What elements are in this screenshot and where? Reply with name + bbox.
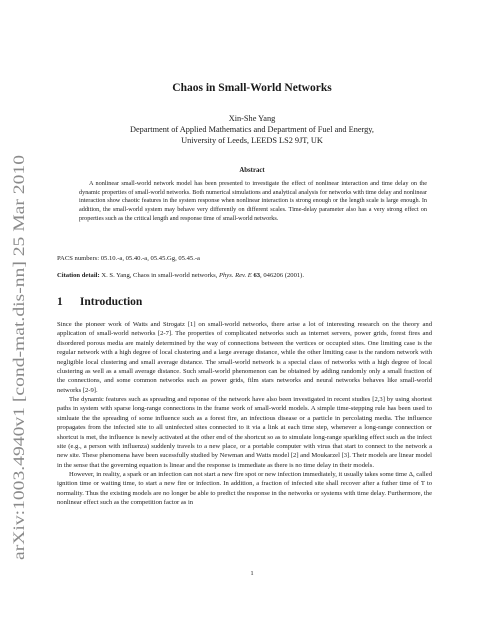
paper-title: Chaos in Small-World Networks — [172, 82, 332, 94]
section-title: Introduction — [79, 296, 143, 308]
author-name: Xin-She Yang — [228, 114, 276, 123]
body-text — [57, 320, 432, 508]
citation-detail — [57, 272, 447, 279]
section-number: 1 — [57, 296, 63, 308]
page-number: 1 — [250, 570, 254, 577]
citation-text: X. S. Yang, Chaos in small-world networks, — [101, 272, 218, 279]
section-heading — [57, 296, 447, 308]
citation-volume: 63 — [253, 272, 261, 279]
paragraph: However, in reality, a spark or an infection can not start a new fire spot or new infection immediately, it usually takes some time Δ, called ignition time or waiting time, to start a new fire or infection. In addition, a fraction of infected site shall recover after a futher time of T to normality. Thus the existing models are no longer be able to predict the response in the networks or systems with time delay. Furthermore, the nonlinear effect such as the competition factor as in — [57, 471, 432, 507]
abstract-text: A nonlinear small-world network model has been presented to investigate the effect of nonlinear interaction and time delay on the dynamic properties of small-world networks. Both numerical simulations and analytical analysis for networks with time delay and nonlinear interaction show chaotic features in the system response when nonlinear interaction is strong enough or the length scale is large enough. In addition, the small-world system may behave very differently on different scales. Time-delay parameter also has a very strong effect on properties such as the critical length and response time of small-world networks. — [79, 180, 427, 222]
affiliation-line-2: University of Leeds, LEEDS LS2 9JT, UK — [181, 136, 323, 145]
citation-rest: , 046206 (2001). — [260, 272, 305, 279]
affiliation-line-1: Department of Applied Mathematics and Department of Fuel and Energy, — [130, 125, 374, 134]
citation-journal: Phys. Rev. E — [218, 272, 252, 279]
paragraph: The dynamic features such as spreading and reponse of the network have also been investigated in recent studies [2,3] by using shortest paths in system with sparse long-range connections in the frame work of small-world models. A simple time-stepping rule has been used to simluate the the spreading of some influence such as a forest fire, an infectious disease or a particle in percolating media. The influence propagates from the infected site to all uninfected sites connected to it via a link at each time step, whenever a long-range connection or shortcut is met, the influence is newly activated at the other end of the shortcut so as to simulate long-range sparkling effect such as the infect site (e.g., a person with influenza) suddenly travels to a new place, or a portable computer with virus that start to connect to the network a new site. These phenomena have been sucessfully studied by Newman and Watts model [2] and Moukarzel [3]. Their models are linear model in the sense that the governing equation is linear and the response is immediate as there is no time delay in their models. — [57, 396, 432, 469]
author-block — [57, 113, 447, 146]
citation-label: Citation detail: — [57, 272, 100, 279]
abstract-heading: Abstract — [239, 167, 265, 174]
arxiv-stamp-text: arXiv:1003.4940v1 [cond-mat.dis-nn] 25 Mar 2010 — [11, 239, 28, 560]
arxiv-stamp — [6, 150, 30, 560]
pacs-numbers: PACS numbers: 05.10.-a, 05.40.-a, 05.45.Gg, 05.45.-a — [57, 255, 200, 262]
paragraph: Since the pioneer work of Watts and Strogatz [1] on small-world networks, there arise a lot of interesting research on the theory and application of small-world networks [2-7]. The properties of complicated networks such as internet servers, power grids, forest fires and disordered porous media are mainly determined by the way of connections between the vertices or occupied sites. One limiting case is the regular network with a high degree of local clustering and a large average distance, while the other limiting case is the random network with negligible local clustering and small average distance. The small-world network is a special class of networks with a high degree of local clustering as well as a small average distance. Such small-world phenomenon can be obtained by adding randomly only a small fraction of the connections, and some common networks such as power grids, film stars networks and neural networks behaves like small-world networks [2-9]. — [57, 321, 432, 394]
